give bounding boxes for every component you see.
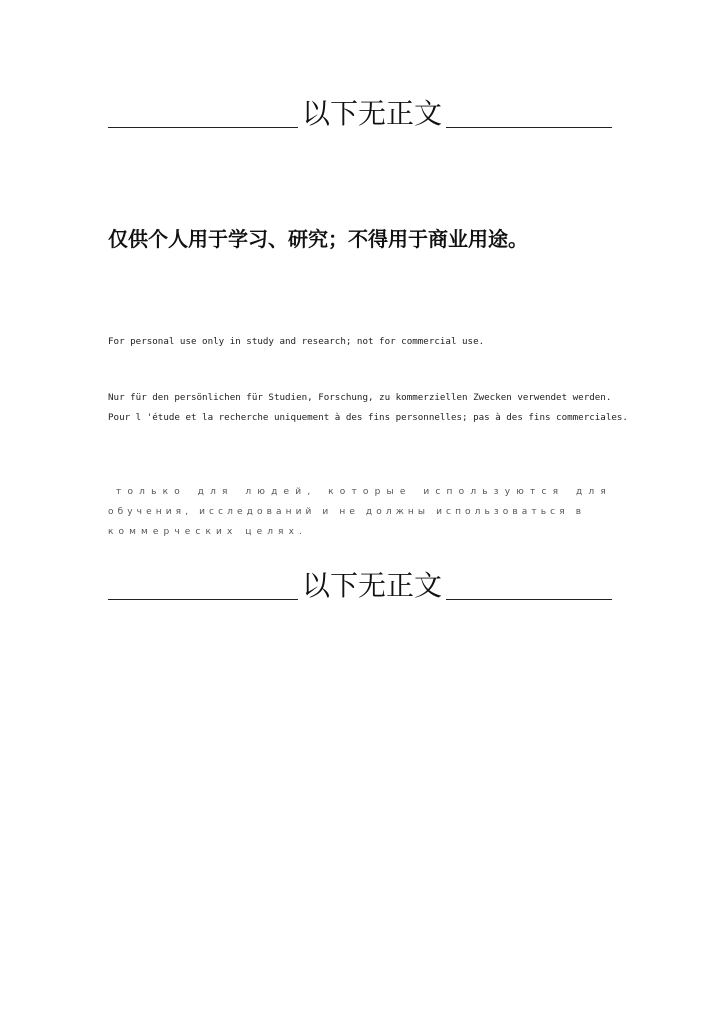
divider-rule-right: [446, 127, 612, 128]
russian-line-2: обучения, исследований и не должны использоваться в: [108, 507, 586, 517]
divider-label: 以下无正文: [302, 97, 443, 130]
chinese-notice: 仅供个人用于学习、研究；不得用于商业用途。: [108, 227, 528, 251]
divider-top: [108, 92, 612, 132]
french-notice: Pour l 'étude et la recherche uniquement à des fins personnelles; pas à des fins commerciales.: [108, 412, 628, 423]
divider-rule-right: [446, 599, 612, 600]
divider-bottom: [108, 564, 612, 604]
german-notice: Nur für den persönlichen für Studien, Forschung, zu kommerziellen Zwecken verwendet werden.: [108, 392, 612, 403]
english-notice: For personal use only in study and research; not for commercial use.: [108, 336, 485, 347]
divider-label: 以下无正文: [302, 569, 443, 602]
russian-line-3: коммерческих целях.: [108, 527, 307, 537]
russian-line-1: только для людей, которые используются для: [116, 487, 612, 497]
divider-rule-left: [108, 599, 298, 600]
russian-notice: [108, 482, 612, 542]
divider-rule-left: [108, 127, 298, 128]
